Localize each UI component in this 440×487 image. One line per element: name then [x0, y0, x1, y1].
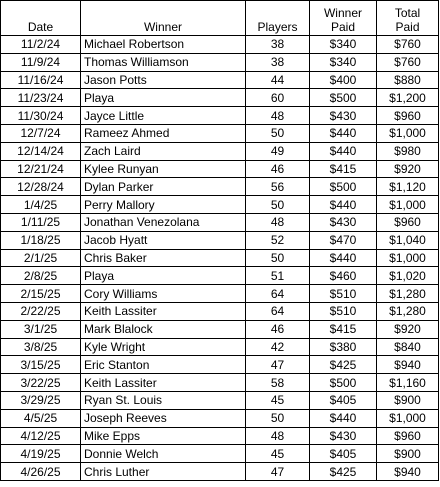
table-body	[1, 36, 439, 481]
cell-players: 49	[246, 142, 310, 160]
cell-date: 3/22/25	[1, 374, 81, 392]
header-winner-paid	[310, 1, 377, 36]
cell-winner-paid: $340	[310, 36, 377, 54]
table-row	[1, 89, 439, 107]
cell-total-paid: $1,160	[377, 374, 439, 392]
cell-winner-paid: $440	[310, 124, 377, 142]
table-row	[1, 53, 439, 71]
table-row	[1, 160, 439, 178]
table-row	[1, 36, 439, 54]
cell-players: 50	[246, 196, 310, 214]
cell-winner-paid: $380	[310, 338, 377, 356]
cell-winner-paid: $440	[310, 196, 377, 214]
table-row	[1, 71, 439, 89]
cell-total-paid: $900	[377, 391, 439, 409]
cell-winner: Keith Lassiter	[81, 374, 246, 392]
table-row	[1, 374, 439, 392]
cell-winner-paid: $500	[310, 89, 377, 107]
cell-winner-paid: $500	[310, 178, 377, 196]
cell-players: 48	[246, 213, 310, 231]
table-row	[1, 338, 439, 356]
cell-winner: Zach Laird	[81, 142, 246, 160]
cell-winner: Jacob Hyatt	[81, 231, 246, 249]
cell-total-paid: $840	[377, 338, 439, 356]
cell-players: 56	[246, 178, 310, 196]
header-players: Players	[246, 1, 310, 36]
header-date: Date	[1, 1, 81, 36]
cell-winner-paid: $500	[310, 374, 377, 392]
table-row	[1, 285, 439, 303]
cell-winner: Jonathan Venezolana	[81, 213, 246, 231]
cell-winner-paid: $510	[310, 285, 377, 303]
cell-players: 38	[246, 53, 310, 71]
cell-date: 12/14/24	[1, 142, 81, 160]
cell-winner-paid: $430	[310, 213, 377, 231]
cell-players: 48	[246, 427, 310, 445]
cell-total-paid: $880	[377, 71, 439, 89]
cell-date: 2/15/25	[1, 285, 81, 303]
cell-winner: Ryan St. Louis	[81, 391, 246, 409]
cell-date: 4/5/25	[1, 409, 81, 427]
cell-winner: Jayce Little	[81, 107, 246, 125]
cell-winner-paid: $405	[310, 391, 377, 409]
cell-date: 4/19/25	[1, 445, 81, 463]
cell-date: 3/1/25	[1, 320, 81, 338]
table-row	[1, 356, 439, 374]
cell-players: 52	[246, 231, 310, 249]
cell-players: 58	[246, 374, 310, 392]
cell-date: 3/8/25	[1, 338, 81, 356]
table-row	[1, 249, 439, 267]
table-header	[1, 1, 439, 36]
cell-players: 64	[246, 285, 310, 303]
table-row	[1, 213, 439, 231]
cell-total-paid: $760	[377, 53, 439, 71]
header-winner: Winner	[81, 1, 246, 36]
cell-date: 1/4/25	[1, 196, 81, 214]
cell-winner: Thomas Williamson	[81, 53, 246, 71]
cell-total-paid: $1,200	[377, 89, 439, 107]
cell-winner: Jason Potts	[81, 71, 246, 89]
table-row	[1, 463, 439, 481]
table-row	[1, 142, 439, 160]
cell-winner-paid: $405	[310, 445, 377, 463]
cell-total-paid: $920	[377, 320, 439, 338]
cell-total-paid: $1,280	[377, 285, 439, 303]
table-row	[1, 445, 439, 463]
cell-date: 11/16/24	[1, 71, 81, 89]
cell-total-paid: $1,280	[377, 302, 439, 320]
cell-winner: Rameez Ahmed	[81, 124, 246, 142]
cell-winner-paid: $440	[310, 409, 377, 427]
cell-winner-paid: $440	[310, 249, 377, 267]
cell-players: 46	[246, 320, 310, 338]
cell-total-paid: $940	[377, 463, 439, 481]
cell-players: 44	[246, 71, 310, 89]
cell-total-paid: $1,000	[377, 249, 439, 267]
cell-date: 11/30/24	[1, 107, 81, 125]
cell-players: 50	[246, 124, 310, 142]
cell-players: 47	[246, 463, 310, 481]
table-row	[1, 409, 439, 427]
cell-players: 50	[246, 409, 310, 427]
cell-winner: Chris Baker	[81, 249, 246, 267]
cell-winner: Mark Blalock	[81, 320, 246, 338]
cell-date: 3/29/25	[1, 391, 81, 409]
cell-total-paid: $1,000	[377, 409, 439, 427]
cell-players: 51	[246, 267, 310, 285]
cell-total-paid: $1,020	[377, 267, 439, 285]
cell-winner-paid: $430	[310, 107, 377, 125]
cell-winner: Kylee Runyan	[81, 160, 246, 178]
cell-winner: Keith Lassiter	[81, 302, 246, 320]
table-row	[1, 427, 439, 445]
cell-winner-paid: $415	[310, 160, 377, 178]
cell-winner-paid: $510	[310, 302, 377, 320]
cell-players: 64	[246, 302, 310, 320]
cell-date: 1/18/25	[1, 231, 81, 249]
cell-players: 42	[246, 338, 310, 356]
cell-date: 11/23/24	[1, 89, 81, 107]
cell-total-paid: $1,040	[377, 231, 439, 249]
cell-winner-paid: $415	[310, 320, 377, 338]
cell-total-paid: $940	[377, 356, 439, 374]
table-row	[1, 231, 439, 249]
cell-date: 4/12/25	[1, 427, 81, 445]
cell-players: 60	[246, 89, 310, 107]
cell-total-paid: $960	[377, 107, 439, 125]
cell-winner-paid: $460	[310, 267, 377, 285]
cell-winner: Perry Mallory	[81, 196, 246, 214]
cell-players: 45	[246, 391, 310, 409]
cell-winner: Playa	[81, 267, 246, 285]
cell-date: 12/7/24	[1, 124, 81, 142]
header-total-paid-label: Total Paid	[394, 6, 421, 34]
cell-total-paid: $1,120	[377, 178, 439, 196]
cell-total-paid: $900	[377, 445, 439, 463]
table-row	[1, 107, 439, 125]
cell-date: 2/8/25	[1, 267, 81, 285]
cell-date: 12/28/24	[1, 178, 81, 196]
cell-winner: Kyle Wright	[81, 338, 246, 356]
cell-players: 48	[246, 107, 310, 125]
cell-total-paid: $920	[377, 160, 439, 178]
cell-winner-paid: $470	[310, 231, 377, 249]
cell-date: 4/26/25	[1, 463, 81, 481]
cell-date: 12/21/24	[1, 160, 81, 178]
cell-players: 46	[246, 160, 310, 178]
table-row	[1, 196, 439, 214]
cell-winner: Mike Epps	[81, 427, 246, 445]
header-total-paid	[377, 1, 439, 36]
header-winner-paid-label: Winner Paid	[323, 6, 362, 34]
cell-winner-paid: $425	[310, 463, 377, 481]
cell-date: 11/2/24	[1, 36, 81, 54]
cell-total-paid: $760	[377, 36, 439, 54]
cell-total-paid: $980	[377, 142, 439, 160]
cell-winner: Dylan Parker	[81, 178, 246, 196]
cell-total-paid: $960	[377, 213, 439, 231]
table-row	[1, 124, 439, 142]
cell-players: 45	[246, 445, 310, 463]
cell-winner: Cory Williams	[81, 285, 246, 303]
table-row	[1, 302, 439, 320]
cell-date: 11/9/24	[1, 53, 81, 71]
cell-total-paid: $1,000	[377, 196, 439, 214]
cell-winner: Donnie Welch	[81, 445, 246, 463]
cell-total-paid: $1,000	[377, 124, 439, 142]
cell-winner-paid: $440	[310, 142, 377, 160]
cell-date: 2/22/25	[1, 302, 81, 320]
table-row	[1, 178, 439, 196]
table-row	[1, 267, 439, 285]
cell-players: 38	[246, 36, 310, 54]
table-row	[1, 391, 439, 409]
cell-winner-paid: $340	[310, 53, 377, 71]
header-row	[1, 1, 439, 36]
cell-winner: Playa	[81, 89, 246, 107]
cell-players: 47	[246, 356, 310, 374]
cell-total-paid: $960	[377, 427, 439, 445]
cell-winner: Chris Luther	[81, 463, 246, 481]
cell-winner-paid: $430	[310, 427, 377, 445]
cell-date: 3/15/25	[1, 356, 81, 374]
cell-winner: Eric Stanton	[81, 356, 246, 374]
cell-date: 2/1/25	[1, 249, 81, 267]
table-row	[1, 320, 439, 338]
cell-winner-paid: $400	[310, 71, 377, 89]
cell-date: 1/11/25	[1, 213, 81, 231]
cell-winner: Michael Robertson	[81, 36, 246, 54]
cell-winner-paid: $425	[310, 356, 377, 374]
cell-winner: Joseph Reeves	[81, 409, 246, 427]
cell-players: 50	[246, 249, 310, 267]
